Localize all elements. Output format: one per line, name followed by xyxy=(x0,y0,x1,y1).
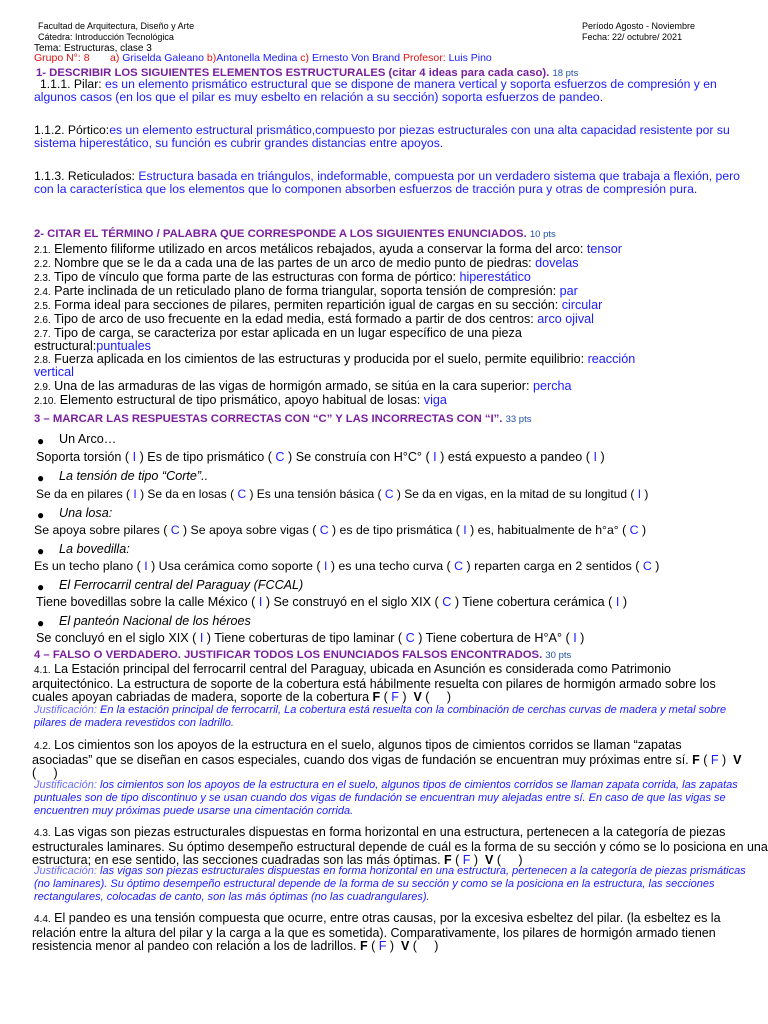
item-1-1-3-label: 1.1.3. Reticulados: xyxy=(34,169,135,183)
bullet-icon: ● xyxy=(37,616,45,630)
item-answer: puntuales xyxy=(96,339,151,353)
member-c-label: c) xyxy=(300,52,310,64)
list-item xyxy=(34,393,447,409)
item-1-1-1-text: es un elemento prismático estructural que se dispone de manera vertical y soporta esfuerzos de compresión y en algunos casos (en los que el pilar es muy esbelto en relación a su sección) soporta esfuerzos de pandeo. xyxy=(34,77,717,104)
item-question: Elemento filiforme utilizado en arcos metálicos rebajados, ayuda a conservar la forma del arco: xyxy=(50,242,587,256)
justification-4-3: Justificación: las vigas son piezas estructurales dispuestas en forma horizontal en una estructura, pertenecen a la categoría de piezas prismáticas (no laminares). Su óptimo desempeño estructural depende de la forma de su sección y como se la posiciona en la estructura, las secciones rectangulares, colocadas de canto, son las más óptimas (no las cuadrangulares). xyxy=(34,865,746,903)
item-answer: par xyxy=(559,284,578,298)
item-answer: arco ojival xyxy=(537,312,594,326)
justification-4-1: Justificación: En la estación principal de ferrocarril, La cobertura está resuelta con la combinación de cerchas curvas de madera y metal sobre pilares de madera revestidos con ladrillo. xyxy=(34,704,727,729)
item-question-continuation: estructural: xyxy=(34,339,97,353)
item-1-1-2-label: 1.1.2. Pórtico: xyxy=(34,123,110,137)
item-answer: circular xyxy=(561,298,603,312)
group-head: La bovedilla: xyxy=(59,542,130,556)
group-head: El panteón Nacional de los héroes xyxy=(59,614,251,628)
tema: Tema: Estructuras, clase 3 xyxy=(34,43,152,54)
section-1-points: 18 pts xyxy=(552,68,579,79)
section-4-title-text: 4 – FALSO O VERDADERO. JUSTIFICAR TODOS LOS ENUNCIADOS FALSOS ENCONTRADOS. xyxy=(34,649,543,661)
item-question: Tipo de vínculo que forma parte de las estructuras con forma de pórtico: xyxy=(50,270,460,284)
bullet-icon: ● xyxy=(37,471,45,485)
professor-label: Profesor: xyxy=(403,52,446,64)
bullet-icon: ● xyxy=(37,508,45,522)
group-head: El Ferrocarril central del Paraguay (FCCAL) xyxy=(59,578,304,592)
section-2-title-text: 2- CITAR EL TÉRMINO / PALABRA QUE CORRESPONDE A LOS SIGUIENTES ENUNCIADOS. xyxy=(34,228,527,240)
member-b-label: b) xyxy=(206,52,217,64)
section-2-points: 10 pts xyxy=(529,229,556,240)
item-answer: percha xyxy=(533,379,572,393)
item-question: Tipo de carga, se caracteriza por estar aplicada en un lugar específico de una pieza xyxy=(50,326,522,340)
bullet-icon: ● xyxy=(37,544,45,558)
faculty-name: Facultad de Arquitectura, Diseño y Arte xyxy=(38,21,195,31)
item-answer: dovelas xyxy=(535,256,579,270)
item-question: Fuerza aplicada en los cimientos de las estructuras y producida por el suelo, permite equilibrio: xyxy=(50,352,588,366)
group-answers: Se da en pilares ( I ) Se da en losas ( C ) Es una tensión básica ( C ) Se da en vigas, en la mitad de su longitud ( I ) xyxy=(36,487,649,501)
item-answer: tensor xyxy=(586,242,622,256)
item-number: 2.4. xyxy=(34,287,51,298)
group-answers: Tiene bovedillas sobre la calle México ( I ) Se construyó en el siglo XIX ( C ) Tiene cobertura cerámica ( I ) xyxy=(36,595,628,609)
item-question: Una de las armaduras de las vigas de hormigón armado, se sitúa en la cara superior: xyxy=(50,379,534,393)
item-number: 2.7. xyxy=(34,329,51,340)
section-1-title-text: 1- DESCRIBIR LOS SIGUIENTES ELEMENTOS ESTRUCTURALES (citar 4 ideas para cada caso). xyxy=(36,67,550,79)
professor-name: Luis Pino xyxy=(448,52,492,64)
item-1-1-1 xyxy=(34,78,744,104)
statement-4-1: 4.1. La Estación principal del ferrocarril central del Paraguay, ubicada en Asunción es considerada como Patrimonio arquitectónico. La estructura de soporte de la cobertura está hábilmente resuelta con pilares de hormigón armado sobre los cuales apoyan cabriadas de madera, soporte de la cobertura F ( F ) V ( ) xyxy=(32,662,716,704)
bullet-icon: ● xyxy=(37,580,45,594)
statement-4-4: 4.4. El pandeo es una tensión compuesta que ocurre, entre otras causas, por la excesiva esbeltez del pilar. (la esbeltez es la relación entre la altura del pilar y la carga a la que es sometida). Comparativamente, los pilares de hormigón armado tienen resistencia menor al pandeo con relación a los de ladrillos. F ( F ) V ( ) xyxy=(32,911,721,953)
list-item-continuation xyxy=(34,365,74,380)
item-number: 2.9. xyxy=(34,382,51,393)
section-4-points: 30 pts xyxy=(545,650,572,661)
item-number: 2.6. xyxy=(34,315,51,326)
item-question: Tipo de arco de uso frecuente en la edad media, está formado a partir de dos centros: xyxy=(50,312,538,326)
item-answer: hiperestático xyxy=(459,270,531,284)
section-2-title xyxy=(34,227,556,242)
section-3-points: 33 pts xyxy=(505,414,532,425)
group-line xyxy=(34,53,492,64)
member-a-name: Griselda Galeano xyxy=(122,52,204,64)
section-3-title-text: 3 – MARCAR LAS RESPUESTAS CORRECTAS CON “C” Y LAS INCORRECTAS CON “I”. xyxy=(34,413,503,425)
group-answers: Se apoya sobre pilares ( C ) Se apoya sobre vigas ( C ) es de tipo prismática ( I ) es, habitualmente de h°a° ( C ) xyxy=(34,523,647,537)
member-a-label: a) xyxy=(109,52,120,64)
item-answer: reacción xyxy=(587,352,636,366)
item-question: Nombre que se le da a cada una de las partes de un arco de medio punto de piedras: xyxy=(50,256,536,270)
item-question: Elemento estructural de tipo prismático, apoyo habitual de losas: xyxy=(56,393,424,407)
list-item xyxy=(34,352,635,368)
item-1-1-1-label: 1.1.1. Pilar: xyxy=(40,77,102,91)
item-number: 2.3. xyxy=(34,273,51,284)
item-1-1-2 xyxy=(34,124,744,150)
item-number: 2.10. xyxy=(34,396,57,407)
group-answers: Soporta torsión ( I ) Es de tipo prismático ( C ) Se construía con H°C° ( I ) está expuesto a pandeo ( I ) xyxy=(36,450,605,464)
justification-4-2: Justificación: los cimientos son los apoyos de la estructura en el suelo, algunos tipos de cimientos corridos se llaman zapata corrida, las zapatas puntuales son de tipo discontinuo y se usan cuando dos vigas de fundación se encuentran muy alejadas entre sí. En caso de que las vigas se encuentren muy próximas puede usarse una cimentación corrida. xyxy=(34,779,738,817)
section-3-title xyxy=(34,412,531,427)
grupo-number: Grupo N°: 8 xyxy=(34,52,90,64)
item-answer-continuation: vertical xyxy=(34,365,74,379)
periodo: Período Agosto - Noviembre xyxy=(582,21,696,31)
group-head: Una losa: xyxy=(59,506,113,520)
item-number: 2.5. xyxy=(34,301,51,312)
group-head: La tensión de tipo “Corte”.. xyxy=(59,469,209,483)
item-number: 2.2. xyxy=(34,259,51,270)
catedra: Cátedra: Introducción Tecnológica xyxy=(38,32,174,42)
item-number: 2.1. xyxy=(34,245,51,256)
member-b-name: Antonella Medina xyxy=(216,52,298,64)
section-4-title xyxy=(34,648,571,663)
group-answers: Se concluyó en el siglo XIX ( I ) Tiene coberturas de tipo laminar ( C ) Tiene cobertura de H°A° ( I ) xyxy=(36,631,585,645)
item-1-1-3-text: Estructura basada en triángulos, indeformable, compuesta por un verdadero sistema que trabaja a flexión, pero con la característica que los elementos que lo componen absorben esfuerzos de tracción pura y otras de compresión pura. xyxy=(34,169,740,196)
item-question: Forma ideal para secciones de pilares, permiten repartición igual de cargas en su sección: xyxy=(50,298,562,312)
item-answer: viga xyxy=(423,393,447,407)
member-c-name: Ernesto Von Brand xyxy=(311,52,401,64)
group-head: Un Arco… xyxy=(59,432,117,446)
bullet-icon: ● xyxy=(37,434,45,448)
fecha: Fecha: 22/ octubre/ 2021 xyxy=(582,32,683,42)
item-1-1-3 xyxy=(34,170,746,196)
statement-4-2: 4.2. Los cimientos son los apoyos de la estructura en el suelo, algunos tipos de cimientos corridos se llaman “zapatas asociadas” que se diseñan en casos especiales, cuando dos vigas de fundación se encuentran muy próximas entre sí. F ( F ) V ( ) xyxy=(32,738,742,780)
statement-4-3: 4.3. Las vigas son piezas estructurales dispuestas en forma horizontal en una estructura, pertenecen a la categoría de piezas estructurales laminares. Su óptimo desempeño estructural depende de cuál es la forma de su sección y cómo se lo posiciona en una estructura; en ese sentido, las secciones cuadradas son las más óptimas. F ( F ) V ( ) xyxy=(32,825,768,867)
item-number: 2.8. xyxy=(34,355,51,366)
item-1-1-2-text: es un elemento estructural prismático,compuesto por piezas estructurales con una alta capacidad resistente por su sistema hiperestático, su función es cubrir grandes distancias entre apoyos. xyxy=(34,123,730,150)
group-answers: Es un techo plano ( I ) Usa cerámica como soporte ( I ) es una techo curva ( C ) reparten carga en 2 sentidos ( C ) xyxy=(34,559,660,573)
item-question: Parte inclinada de un reticulado plano de forma triangular, soporta tensión de compresión: xyxy=(50,284,560,298)
